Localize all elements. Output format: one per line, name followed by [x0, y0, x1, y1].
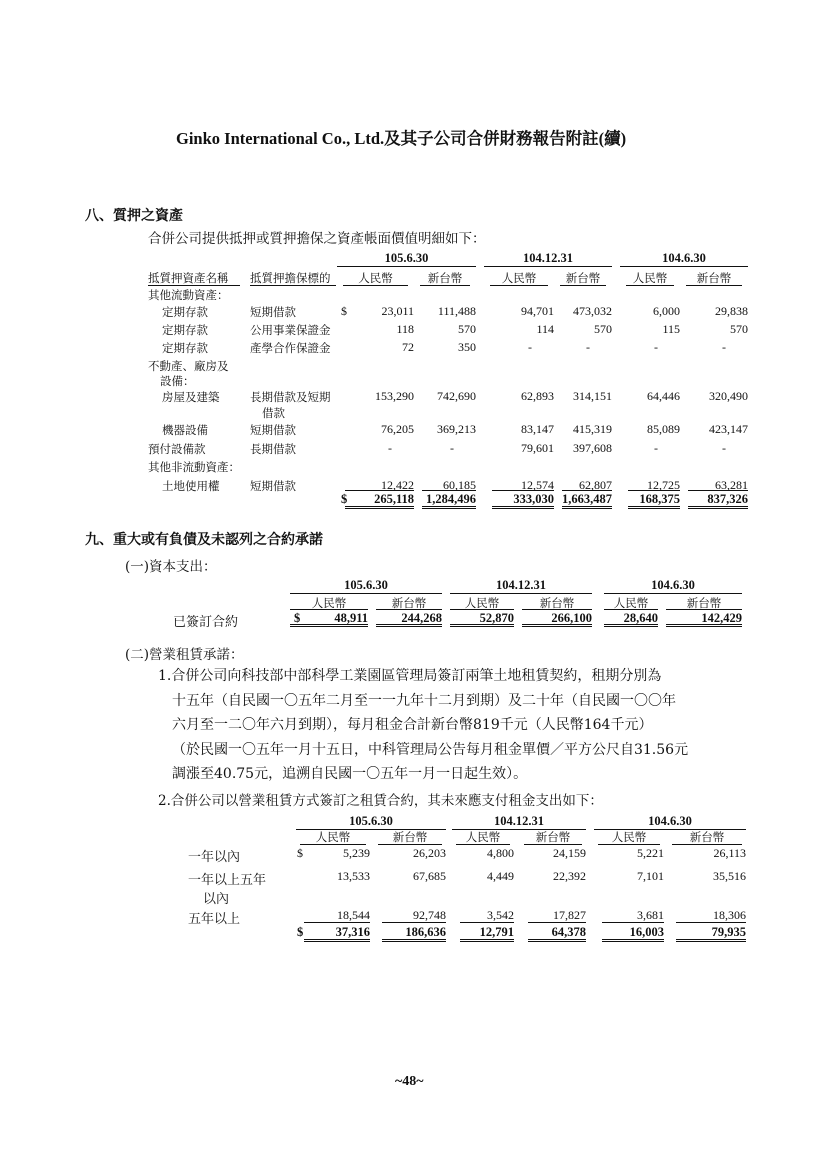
- rule-line: [290, 626, 368, 627]
- asset-name: 土地使用權: [162, 479, 220, 493]
- table-cell: -: [586, 340, 590, 354]
- table-cell: 48,911: [334, 611, 368, 625]
- rule-line: [460, 941, 514, 942]
- table-cell: 26,113: [713, 846, 746, 860]
- table-cell: 118: [396, 322, 414, 336]
- pledge-target: 短期借款: [250, 479, 296, 493]
- column-header-currency: 人民幣: [613, 596, 649, 610]
- rule-line: [382, 941, 446, 942]
- period-underline: [604, 593, 742, 594]
- period-header: 104.12.31: [494, 814, 544, 828]
- table-cell: 369,213: [437, 422, 476, 436]
- table-cell: 4,800: [487, 846, 514, 860]
- rule-line: [528, 941, 586, 942]
- rule-line: [290, 609, 368, 610]
- rule-line: [378, 844, 442, 845]
- dollar-sign: $: [341, 492, 348, 506]
- rule-line: [492, 506, 554, 507]
- rule-line: [528, 939, 586, 940]
- rule-line: [450, 624, 514, 625]
- rule-line: [345, 506, 414, 507]
- table-cell: 94,701: [521, 304, 554, 318]
- column-header-target: 抵質押擔保標的: [250, 271, 331, 285]
- column-header-currency: 新台幣: [392, 830, 428, 844]
- rule-line: [345, 490, 414, 491]
- rule-line: [422, 508, 476, 509]
- table-cell: 320,490: [709, 389, 748, 403]
- table-cell: 397,608: [573, 441, 612, 455]
- table-cell: -: [654, 441, 658, 455]
- asset-name: 定期存款: [162, 341, 208, 355]
- table-cell: 22,392: [553, 869, 586, 883]
- table-cell: 60,185: [443, 478, 476, 492]
- row-label: 以內: [203, 892, 230, 907]
- table-cell: -: [388, 441, 392, 455]
- table-cell: 473,032: [573, 304, 612, 318]
- rule-line: [628, 508, 680, 509]
- table-cell: 13,533: [337, 869, 370, 883]
- rule-line: [148, 285, 240, 286]
- column-header-currency: 新台幣: [686, 596, 722, 610]
- rule-line: [250, 285, 336, 286]
- table-cell: 4,449: [487, 869, 514, 883]
- column-header-currency: 新台幣: [539, 596, 575, 610]
- page-number: ~48~: [395, 1074, 424, 1089]
- capex-heading: (一)資本支出：: [125, 559, 217, 575]
- asset-name: 預付設備款: [148, 442, 206, 456]
- row-label: 已簽訂合約: [173, 615, 239, 630]
- column-header-currency: 新台幣: [427, 271, 463, 285]
- rule-line: [562, 508, 612, 509]
- section8-intro: 合併公司提供抵押或質押擔保之資產帳面價值明細如下：: [148, 231, 486, 247]
- lease-heading: (二)營業租賃承諾：: [125, 647, 244, 663]
- period-header: 104.12.31: [523, 251, 573, 265]
- table-cell: 18,306: [713, 908, 746, 922]
- table-cell: 29,838: [715, 304, 748, 318]
- table-cell: 67,685: [413, 869, 446, 883]
- rule-line: [686, 285, 742, 286]
- asset-name: 不動產、廠房及: [148, 359, 229, 373]
- rule-line: [422, 490, 476, 491]
- rule-line: [666, 609, 742, 610]
- rule-line: [460, 939, 514, 940]
- rule-line: [376, 624, 442, 625]
- rule-line: [688, 506, 748, 507]
- column-header-currency: 人民幣: [632, 271, 668, 285]
- column-header-currency: 人民幣: [358, 271, 393, 285]
- rule-line: [666, 624, 742, 625]
- dollar-sign: $: [294, 611, 301, 625]
- rule-line: [602, 922, 664, 923]
- table-cell: 350: [458, 340, 476, 354]
- table-cell: 570: [730, 322, 748, 336]
- rule-line: [300, 844, 366, 845]
- rule-line: [666, 626, 742, 627]
- rule-line: [343, 285, 408, 286]
- rule-line: [304, 939, 370, 940]
- pledge-target: 借款: [262, 406, 285, 420]
- period-header: 105.6.30: [349, 814, 393, 828]
- pledge-target: 產學合作保證金: [250, 341, 331, 355]
- lease-paragraph-2: 2.合併公司以營業租賃方式簽訂之租賃合約，其未來應支付租金支出如下：: [158, 793, 603, 809]
- total-cell: 64,378: [551, 925, 586, 939]
- total-cell: 12,791: [479, 925, 514, 939]
- period-header: 105.6.30: [384, 251, 429, 265]
- total-cell: 37,316: [335, 925, 370, 939]
- asset-name: 其他流動資產：: [148, 288, 229, 302]
- rule-line: [522, 609, 592, 610]
- period-underline: [620, 266, 748, 267]
- asset-name: 房屋及建築: [162, 390, 220, 404]
- column-header-currency: 新台幣: [696, 271, 732, 285]
- table-cell: 12,574: [521, 478, 554, 492]
- table-cell: 62,807: [579, 478, 612, 492]
- table-cell: 7,101: [637, 869, 664, 883]
- column-header-currency: 新台幣: [535, 830, 571, 844]
- rule-line: [376, 609, 442, 610]
- page-title: Ginko International Co., Ltd.及其子公司合併財務報告附註(續): [176, 129, 627, 148]
- column-header-currency: 新台幣: [689, 830, 725, 844]
- total-cell: 16,003: [629, 925, 664, 939]
- rule-line: [450, 609, 514, 610]
- section8-heading: 八、質押之資產: [85, 208, 183, 224]
- column-header-item: 抵質押資產名稱: [148, 271, 229, 285]
- rule-line: [304, 922, 370, 923]
- lease-paragraph-1: [158, 664, 688, 787]
- rule-line: [422, 506, 476, 507]
- table-cell: 35,516: [713, 869, 746, 883]
- lease-para-line: 1.合併公司向科技部中部科學工業園區管理局簽訂兩筆土地租賃契約，租期分別為: [158, 668, 662, 684]
- table-cell: 23,011: [381, 304, 414, 318]
- rule-line: [598, 844, 660, 845]
- table-cell: 742,690: [437, 389, 476, 403]
- asset-name: 其他非流動資產：: [148, 460, 240, 474]
- rule-line: [672, 844, 742, 845]
- table-cell: 85,089: [647, 422, 680, 436]
- rule-line: [688, 490, 748, 491]
- period-underline: [450, 593, 592, 594]
- dollar-sign: $: [297, 925, 304, 939]
- rule-line: [522, 626, 592, 627]
- rule-line: [562, 490, 612, 491]
- rule-line: [626, 285, 674, 286]
- column-header-currency: 新台幣: [565, 271, 601, 285]
- total-cell: 186,636: [405, 925, 446, 939]
- rule-line: [524, 844, 582, 845]
- table-cell: -: [654, 340, 658, 354]
- table-cell: 111,488: [437, 304, 476, 318]
- rule-line: [304, 941, 370, 942]
- rule-line: [460, 922, 514, 923]
- dollar-sign: $: [297, 846, 303, 860]
- table-cell: 244,268: [401, 611, 442, 625]
- total-cell: 79,935: [711, 925, 746, 939]
- lease-para-line: 調漲至40.75元，追溯自民國一〇五年一月一日起生效）。: [172, 766, 528, 782]
- period-underline: [484, 266, 612, 267]
- rule-line: [376, 626, 442, 627]
- table-cell: 3,681: [637, 908, 664, 922]
- rule-line: [676, 922, 746, 923]
- rule-line: [492, 508, 554, 509]
- total-cell: 333,030: [513, 492, 554, 506]
- table-cell: 3,542: [487, 908, 514, 922]
- lease-para-line: 六月至一二〇年六月到期），每月租金合計新台幣819千元（人民幣164千元）: [172, 717, 653, 733]
- table-cell: 6,000: [653, 304, 680, 318]
- rule-line: [560, 285, 606, 286]
- rule-line: [382, 922, 446, 923]
- table-cell: 423,147: [709, 422, 748, 436]
- rule-line: [602, 941, 664, 942]
- rule-line: [562, 506, 612, 507]
- rule-line: [604, 626, 658, 627]
- period-underline: [337, 266, 476, 267]
- column-header-currency: 人民幣: [315, 830, 351, 844]
- table-cell: 570: [458, 322, 476, 336]
- rule-line: [604, 624, 658, 625]
- table-cell: 266,100: [551, 611, 592, 625]
- column-header-currency: 人民幣: [464, 596, 500, 610]
- column-header-currency: 人民幣: [611, 830, 647, 844]
- table-cell: 92,748: [413, 908, 446, 922]
- rule-line: [688, 508, 748, 509]
- total-cell: 837,326: [707, 492, 748, 506]
- asset-name: 機器設備: [162, 423, 208, 437]
- rule-line: [528, 922, 586, 923]
- pledge-target: 長期借款及短期: [250, 390, 331, 404]
- rule-line: [604, 609, 658, 610]
- table-cell: 314,151: [573, 389, 612, 403]
- rule-line: [382, 939, 446, 940]
- dollar-sign: $: [341, 304, 347, 318]
- table-cell: 115: [662, 322, 680, 336]
- asset-name: 定期存款: [162, 323, 208, 337]
- table-cell: -: [722, 340, 726, 354]
- rule-line: [345, 508, 414, 509]
- period-header: 104.6.30: [662, 251, 706, 265]
- table-cell: 28,640: [623, 611, 658, 625]
- rule-line: [450, 626, 514, 627]
- rule-line: [290, 624, 368, 625]
- table-cell: 5,239: [343, 846, 370, 860]
- period-header: 104.12.31: [496, 578, 546, 592]
- row-label: 五年以上: [188, 912, 241, 927]
- column-header-currency: 人民幣: [311, 596, 347, 610]
- table-cell: 18,544: [337, 908, 370, 922]
- table-cell: 12,422: [381, 478, 414, 492]
- period-header: 104.6.30: [651, 578, 695, 592]
- table-cell: -: [722, 441, 726, 455]
- lease-para-line: （於民國一〇五年一月十五日，中科管理局公告每月租金單價／平方公尺自31.56元: [172, 741, 689, 758]
- total-cell: 265,118: [374, 492, 414, 506]
- table-cell: 64,446: [647, 389, 680, 403]
- lease-para-line: 十五年（自民國一〇五年二月至一一九年十二月到期）及二十年（自民國一〇〇年: [172, 692, 676, 709]
- pledge-target: 長期借款: [250, 442, 296, 456]
- row-label: 一年以上五年: [188, 873, 267, 888]
- table-cell: 76,205: [381, 422, 414, 436]
- table-cell: 63,281: [715, 478, 748, 492]
- rule-line: [628, 506, 680, 507]
- pledge-target: 短期借款: [250, 305, 296, 319]
- total-cell: 1,284,496: [426, 492, 476, 506]
- rule-line: [490, 285, 548, 286]
- table-cell: -: [528, 340, 532, 354]
- column-header-currency: 新台幣: [391, 596, 427, 610]
- table-cell: 72: [402, 340, 414, 354]
- table-cell: 17,827: [553, 908, 586, 922]
- table-cell: 142,429: [701, 611, 742, 625]
- rule-line: [420, 285, 470, 286]
- period-header: 104.6.30: [648, 814, 692, 828]
- table-cell: 24,159: [553, 846, 586, 860]
- table-cell: 153,290: [375, 389, 414, 403]
- rule-line: [492, 490, 554, 491]
- table-cell: 83,147: [521, 422, 554, 436]
- period-header: 105.6.30: [344, 578, 388, 592]
- table-cell: 570: [594, 322, 612, 336]
- rule-line: [522, 624, 592, 625]
- asset-name: 定期存款: [162, 305, 208, 319]
- table-cell: 5,221: [637, 846, 664, 860]
- table-cell: 114: [536, 322, 554, 336]
- rule-line: [602, 939, 664, 940]
- table-cell: 62,893: [521, 389, 554, 403]
- pledge-target: 短期借款: [250, 423, 296, 437]
- total-cell: 168,375: [639, 492, 680, 506]
- table-cell: 52,870: [479, 611, 514, 625]
- rule-line: [456, 844, 510, 845]
- row-label: 一年以內: [188, 850, 241, 865]
- table-cell: 26,203: [413, 846, 446, 860]
- period-underline: [290, 593, 442, 594]
- table-cell: 12,725: [647, 478, 680, 492]
- column-header-currency: 人民幣: [465, 830, 501, 844]
- total-cell: 1,663,487: [562, 492, 612, 506]
- rule-line: [676, 941, 746, 942]
- asset-name: 設備：: [160, 374, 195, 388]
- table-cell: 415,319: [573, 422, 612, 436]
- column-header-currency: 人民幣: [501, 271, 537, 285]
- section9-heading: 九、重大或有負債及未認列之合約承諾: [85, 532, 323, 548]
- table-cell: -: [450, 441, 454, 455]
- rule-line: [676, 939, 746, 940]
- rule-line: [628, 490, 680, 491]
- pledge-target: 公用事業保證金: [250, 323, 331, 337]
- table-cell: 79,601: [521, 441, 554, 455]
